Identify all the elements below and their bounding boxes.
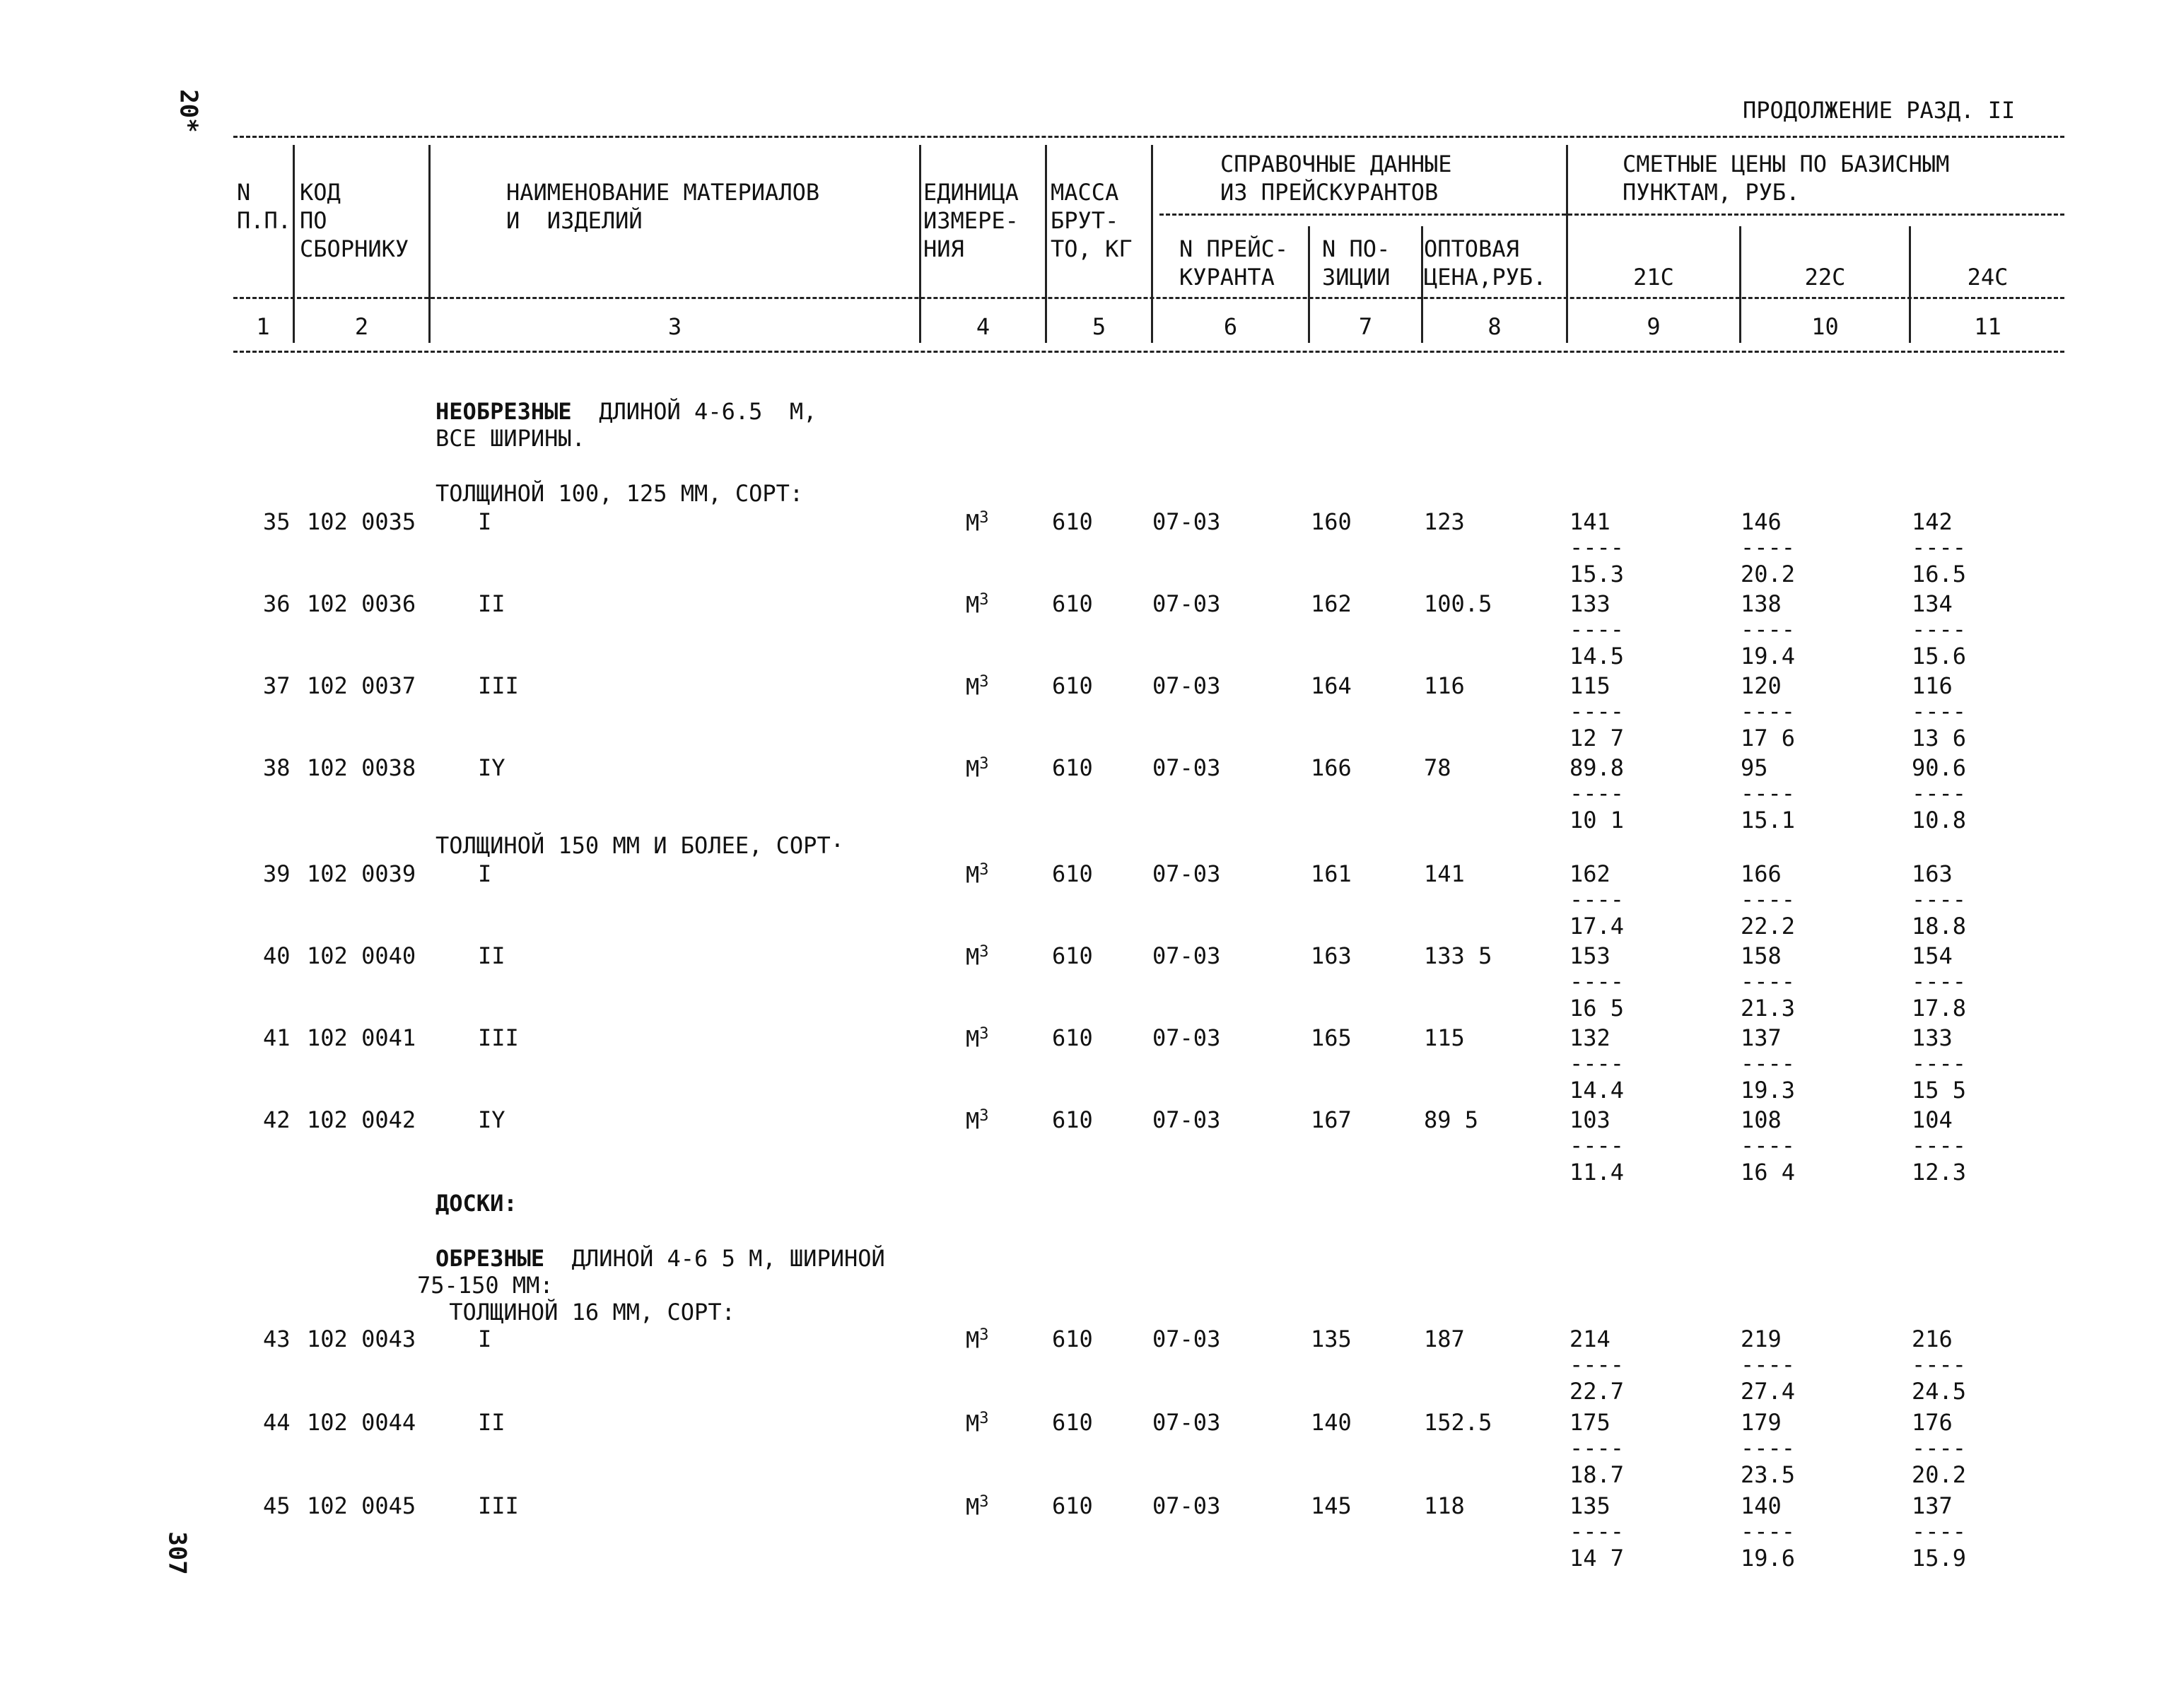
col4-head-line1: ЕДИНИЦА [923, 179, 1019, 206]
row-p22-dash: ---- [1741, 1518, 1796, 1545]
row-price-list: 07-03 [1152, 508, 1221, 535]
row-wholesale: 152.5 [1424, 1409, 1492, 1436]
row-p24-total: 90.6 [1912, 754, 1967, 781]
row-position: 162 [1311, 590, 1352, 617]
row-p21-total: 141 [1569, 508, 1611, 535]
row-position: 165 [1311, 1024, 1352, 1051]
row-unit [966, 862, 989, 887]
col-number: 4 [976, 313, 990, 340]
row-code: 102 0038 [307, 754, 416, 781]
col8-head-line2: ЦЕНА,РУБ. [1424, 264, 1547, 291]
row-number: 43 [263, 1326, 291, 1352]
row-p24-dash: ---- [1912, 1434, 1967, 1461]
row-wholesale: 141 [1424, 860, 1465, 887]
row-p22-dash: ---- [1741, 1132, 1796, 1159]
col-number: 5 [1092, 313, 1106, 340]
row-p24-dash: ---- [1912, 886, 1967, 913]
col-number: 11 [1974, 313, 2001, 340]
row-p24-part: 15.6 [1912, 643, 1967, 669]
row-unit [966, 1109, 989, 1133]
row-p21-part: 14.4 [1569, 1077, 1625, 1104]
row-mass: 610 [1052, 590, 1093, 617]
row-code: 102 0040 [307, 942, 416, 969]
col-number: 6 [1223, 313, 1238, 340]
row-p24-total: 116 [1912, 672, 1953, 699]
row-unit [966, 1328, 989, 1352]
row-code: 102 0044 [307, 1409, 416, 1436]
col-sep [293, 145, 295, 343]
row-price-list: 07-03 [1152, 672, 1221, 699]
row-p22-dash: ---- [1741, 968, 1796, 995]
row-p21-part: 15.3 [1569, 561, 1625, 587]
row-p21-part: 17.4 [1569, 913, 1625, 940]
subsection-edged-text: ДЛИНОЙ 4-6 5 М, ШИРИНОЙ [544, 1245, 885, 1272]
row-number: 41 [263, 1024, 291, 1051]
row-p24-total: 163 [1912, 860, 1953, 887]
subsection-edged-line2: 75-150 ММ: [417, 1272, 554, 1299]
row-wholesale: 100.5 [1424, 590, 1492, 617]
row-p24-part: 20.2 [1912, 1461, 1967, 1488]
row-wholesale: 123 [1424, 508, 1465, 535]
row-p22-dash: ---- [1741, 1434, 1796, 1461]
row-p22-dash: ---- [1741, 616, 1796, 643]
row-p21-total: 162 [1569, 860, 1611, 887]
row-p21-total: 115 [1569, 672, 1611, 699]
col10-head: 22С [1804, 264, 1846, 291]
row-grade: I [478, 1326, 492, 1352]
row-price-list: 07-03 [1152, 942, 1221, 969]
row-p22-total: 219 [1741, 1326, 1782, 1352]
col-number: 7 [1358, 313, 1373, 340]
col2-head-line2: ПО [300, 207, 327, 234]
row-p21-dash: ---- [1569, 968, 1625, 995]
row-mass: 610 [1052, 1106, 1093, 1133]
row-p22-dash: ---- [1741, 886, 1796, 913]
row-p21-dash: ---- [1569, 534, 1625, 561]
col5-head-line3: ТО, КГ [1051, 235, 1133, 262]
row-p21-part: 12 7 [1569, 725, 1625, 751]
row-unit-letter: М [966, 1107, 980, 1135]
row-p21-total: 175 [1569, 1409, 1611, 1436]
row-p22-total: 95 [1741, 754, 1768, 781]
price-group-head-line2: ПУНКТАМ, РУБ. [1623, 179, 1800, 206]
ref-group-head-line1: СПРАВОЧНЫЕ ДАННЫЕ [1220, 151, 1452, 177]
row-unit-sup: 3 [979, 755, 989, 773]
row-wholesale: 78 [1424, 754, 1451, 781]
margin-top-mark: 20* [174, 89, 203, 133]
row-grade: II [478, 942, 505, 969]
row-p22-total: 146 [1741, 508, 1782, 535]
row-mass: 610 [1052, 1024, 1093, 1051]
row-position: 160 [1311, 508, 1352, 535]
row-p22-part: 21.3 [1741, 995, 1796, 1022]
row-p24-total: 134 [1912, 590, 1953, 617]
row-price-list: 07-03 [1152, 1024, 1221, 1051]
row-unit [966, 1411, 989, 1435]
row-p24-dash: ---- [1912, 1351, 1967, 1378]
row-unit-letter: М [966, 1493, 980, 1521]
col7-head-line1: N ПО- [1322, 235, 1391, 262]
row-p24-dash: ---- [1912, 534, 1967, 561]
row-position: 140 [1311, 1409, 1352, 1436]
row-code: 102 0041 [307, 1024, 416, 1051]
col-number: 8 [1487, 313, 1502, 340]
row-number: 35 [263, 508, 291, 535]
row-unit-sup: 3 [979, 1326, 989, 1344]
row-number: 45 [263, 1492, 291, 1519]
row-mass: 610 [1052, 508, 1093, 535]
row-p21-dash: ---- [1569, 698, 1625, 725]
row-p22-part: 19.4 [1741, 643, 1796, 669]
row-p24-total: 137 [1912, 1492, 1953, 1519]
row-p24-dash: ---- [1912, 1518, 1967, 1545]
row-p21-dash: ---- [1569, 1050, 1625, 1077]
row-mass: 610 [1052, 860, 1093, 887]
price-group-head-line1: СМЕТНЫЕ ЦЕНЫ ПО БАЗИСНЫМ [1623, 151, 1950, 177]
row-p22-total: 108 [1741, 1106, 1782, 1133]
row-p24-total: 133 [1912, 1024, 1953, 1051]
col5-head-line1: МАССА [1051, 179, 1119, 206]
row-position: 145 [1311, 1492, 1352, 1519]
col5-head-line2: БРУТ- [1051, 207, 1119, 234]
row-p24-part: 24.5 [1912, 1378, 1967, 1405]
col-number: 3 [667, 313, 682, 340]
col4-head-line2: ИЗМЕРЕ- [923, 207, 1019, 234]
row-unit [966, 1026, 989, 1051]
row-p24-dash: ---- [1912, 1050, 1967, 1077]
col-sep [1566, 145, 1568, 343]
row-unit-sup: 3 [979, 673, 989, 691]
row-p22-dash: ---- [1741, 698, 1796, 725]
row-grade: III [478, 1024, 519, 1051]
row-wholesale: 133 5 [1424, 942, 1492, 969]
row-p21-part: 10 1 [1569, 807, 1625, 833]
row-p22-part: 27.4 [1741, 1378, 1796, 1405]
row-wholesale: 118 [1424, 1492, 1465, 1519]
row-grade: II [478, 1409, 505, 1436]
row-p24-part: 10.8 [1912, 807, 1967, 833]
row-p24-total: 104 [1912, 1106, 1953, 1133]
row-position: 164 [1311, 672, 1352, 699]
header-bottom-rule [233, 351, 2064, 353]
row-unit-sup: 3 [979, 591, 989, 609]
col3-head-line1: НАИМЕНОВАНИЕ МАТЕРИАЛОВ [506, 179, 820, 206]
row-number: 40 [263, 942, 291, 969]
row-number: 39 [263, 860, 291, 887]
row-p24-dash: ---- [1912, 698, 1967, 725]
row-unit-sup: 3 [979, 1025, 989, 1043]
row-unit-letter: М [966, 943, 980, 971]
row-p22-total: 140 [1741, 1492, 1782, 1519]
row-p22-dash: ---- [1741, 780, 1796, 807]
section-heading-line2: ВСЕ ШИРИНЫ. [436, 425, 585, 452]
row-p24-part: 15 5 [1912, 1077, 1967, 1104]
row-unit-letter: М [966, 755, 980, 783]
row-p22-total: 137 [1741, 1024, 1782, 1051]
row-mass: 610 [1052, 754, 1093, 781]
row-unit-letter: М [966, 509, 980, 537]
row-p21-dash: ---- [1569, 1434, 1625, 1461]
row-price-list: 07-03 [1152, 590, 1221, 617]
page-number: 307 [163, 1531, 192, 1575]
subsection-thickness-100-125: ТОЛЩИНОЙ 100, 125 ММ, СОРТ: [436, 480, 804, 507]
row-unit [966, 944, 989, 969]
row-p24-total: 154 [1912, 942, 1953, 969]
row-code: 102 0039 [307, 860, 416, 887]
ref-group-rule [1159, 214, 1566, 216]
row-position: 161 [1311, 860, 1352, 887]
row-p24-part: 15.9 [1912, 1545, 1967, 1572]
subsection-edged-bold: ОБРЕЗНЫЕ [436, 1245, 545, 1272]
row-p21-total: 214 [1569, 1326, 1611, 1352]
row-p24-part: 18.8 [1912, 913, 1967, 940]
row-code: 102 0036 [307, 590, 416, 617]
row-p21-part: 11.4 [1569, 1159, 1625, 1186]
row-p22-total: 179 [1741, 1409, 1782, 1436]
row-p21-total: 133 [1569, 590, 1611, 617]
row-number: 44 [263, 1409, 291, 1436]
row-wholesale: 187 [1424, 1326, 1465, 1352]
row-mass: 610 [1052, 1409, 1093, 1436]
row-number: 36 [263, 590, 291, 617]
row-price-list: 07-03 [1152, 1106, 1221, 1133]
row-code: 102 0035 [307, 508, 416, 535]
row-p22-part: 17 6 [1741, 725, 1796, 751]
row-number: 38 [263, 754, 291, 781]
row-price-list: 07-03 [1152, 1326, 1221, 1352]
row-p21-part: 16 5 [1569, 995, 1625, 1022]
row-p21-total: 153 [1569, 942, 1611, 969]
col8-head-line1: ОПТОВАЯ [1424, 235, 1519, 262]
row-p24-part: 16.5 [1912, 561, 1967, 587]
col6-head-line1: N ПРЕЙС- [1179, 235, 1289, 262]
row-p22-total: 166 [1741, 860, 1782, 887]
row-p22-part: 19.3 [1741, 1077, 1796, 1104]
col-number: 1 [256, 313, 270, 340]
section-heading-boards: ДОСКИ: [436, 1190, 518, 1217]
row-unit-letter: М [966, 1410, 980, 1437]
section-heading-text: ДЛИНОЙ 4-6.5 М, [571, 398, 817, 425]
row-mass: 610 [1052, 672, 1093, 699]
row-position: 135 [1311, 1326, 1352, 1352]
row-p24-part: 13 6 [1912, 725, 1967, 751]
row-unit [966, 509, 989, 537]
row-p21-total: 132 [1569, 1024, 1611, 1051]
col1-head-line2: П.П. [237, 207, 292, 234]
row-p24-total: 216 [1912, 1326, 1953, 1352]
row-p21-part: 14 7 [1569, 1545, 1625, 1572]
row-unit-letter: М [966, 591, 980, 619]
subsection-edged-line3: ТОЛЩИНОЙ 16 ММ, СОРТ: [436, 1299, 735, 1326]
row-p24-dash: ---- [1912, 616, 1967, 643]
col-sep [428, 145, 431, 343]
header-top-rule [233, 136, 2064, 138]
continuation-label: ПРОДОЛЖЕНИЕ РАЗД. II [1743, 97, 2016, 124]
row-unit-sup: 3 [979, 861, 989, 879]
row-p22-dash: ---- [1741, 534, 1796, 561]
col6-head-line2: КУРАНТА [1179, 264, 1275, 291]
row-grade: III [478, 1492, 519, 1519]
row-grade: I [478, 860, 492, 887]
row-unit [966, 673, 989, 701]
row-unit-sup: 3 [979, 1410, 989, 1427]
row-p22-total: 138 [1741, 590, 1782, 617]
col2-head-line1: КОД [300, 179, 341, 206]
row-unit-sup: 3 [979, 1493, 989, 1511]
row-p21-dash: ---- [1569, 780, 1625, 807]
col4-head-line3: НИЯ [923, 235, 964, 262]
price-group-rule [1568, 214, 2064, 216]
row-p22-part: 22.2 [1741, 913, 1796, 940]
row-p21-dash: ---- [1569, 1132, 1625, 1159]
section-heading-unedged [436, 400, 817, 423]
row-p22-part: 23.5 [1741, 1461, 1796, 1488]
row-unit-sup: 3 [979, 509, 989, 527]
col-number: 9 [1647, 313, 1661, 340]
row-p21-total: 89.8 [1569, 754, 1625, 781]
row-p22-part: 16 4 [1741, 1159, 1796, 1186]
row-p21-part: 14.5 [1569, 643, 1625, 669]
row-p24-dash: ---- [1912, 968, 1967, 995]
col3-head-line2: И ИЗДЕЛИЙ [506, 207, 643, 234]
row-p24-total: 176 [1912, 1409, 1953, 1436]
row-p21-total: 103 [1569, 1106, 1611, 1133]
row-grade: IY [478, 1106, 505, 1133]
row-price-list: 07-03 [1152, 1409, 1221, 1436]
row-wholesale: 116 [1424, 672, 1465, 699]
row-grade: IY [478, 754, 505, 781]
row-grade: I [478, 508, 492, 535]
row-p21-total: 135 [1569, 1492, 1611, 1519]
row-p24-part: 12.3 [1912, 1159, 1967, 1186]
row-unit-letter: М [966, 861, 980, 889]
row-p22-part: 19.6 [1741, 1545, 1796, 1572]
row-p21-dash: ---- [1569, 616, 1625, 643]
row-unit-letter: М [966, 1025, 980, 1053]
col2-head-line3: СБОРНИКУ [300, 235, 409, 262]
row-price-list: 07-03 [1152, 1492, 1221, 1519]
row-grade: III [478, 672, 519, 699]
row-wholesale: 115 [1424, 1024, 1465, 1051]
row-mass: 610 [1052, 1492, 1093, 1519]
row-price-list: 07-03 [1152, 860, 1221, 887]
row-p21-dash: ---- [1569, 1518, 1625, 1545]
row-p22-part: 15.1 [1741, 807, 1796, 833]
row-unit [966, 591, 989, 619]
col-number: 2 [354, 313, 369, 340]
col-sep [919, 145, 921, 343]
row-unit-letter: М [966, 1326, 980, 1354]
header-mid-rule [233, 297, 2064, 299]
row-code: 102 0045 [307, 1492, 416, 1519]
row-p21-dash: ---- [1569, 1351, 1625, 1378]
row-p21-dash: ---- [1569, 886, 1625, 913]
row-code: 102 0042 [307, 1106, 416, 1133]
row-p24-part: 17.8 [1912, 995, 1967, 1022]
row-mass: 610 [1052, 942, 1093, 969]
col9-head: 21С [1633, 264, 1674, 291]
row-p22-total: 158 [1741, 942, 1782, 969]
row-code: 102 0043 [307, 1326, 416, 1352]
row-unit-letter: М [966, 673, 980, 701]
row-p21-part: 18.7 [1569, 1461, 1625, 1488]
row-position: 166 [1311, 754, 1352, 781]
row-number: 37 [263, 672, 291, 699]
row-p22-dash: ---- [1741, 1050, 1796, 1077]
ref-group-head-line2: ИЗ ПРЕЙСКУРАНТОВ [1220, 179, 1439, 206]
col-sep [1045, 145, 1047, 343]
subsection-edged [436, 1247, 885, 1270]
section-heading-bold: НЕОБРЕЗНЫЕ [436, 398, 572, 425]
row-position: 167 [1311, 1106, 1352, 1133]
row-grade: II [478, 590, 505, 617]
row-p24-dash: ---- [1912, 1132, 1967, 1159]
col-number: 10 [1811, 313, 1839, 340]
col-sep [1151, 145, 1153, 343]
row-unit-sup: 3 [979, 1107, 989, 1125]
row-position: 163 [1311, 942, 1352, 969]
row-mass: 610 [1052, 1326, 1093, 1352]
row-price-list: 07-03 [1152, 754, 1221, 781]
row-p21-part: 22.7 [1569, 1378, 1625, 1405]
row-p22-total: 120 [1741, 672, 1782, 699]
row-p24-dash: ---- [1912, 780, 1967, 807]
col11-head: 24С [1967, 264, 2009, 291]
col1-head-line1: N [237, 179, 251, 206]
row-p24-total: 142 [1912, 508, 1953, 535]
row-number: 42 [263, 1106, 291, 1133]
row-p22-dash: ---- [1741, 1351, 1796, 1378]
subsection-thickness-150: ТОЛЩИНОЙ 150 ММ И БОЛЕЕ, СОРТ· [436, 832, 844, 859]
row-code: 102 0037 [307, 672, 416, 699]
row-p22-part: 20.2 [1741, 561, 1796, 587]
row-wholesale: 89 5 [1424, 1106, 1479, 1133]
row-unit [966, 1494, 989, 1519]
col7-head-line2: ЗИЦИИ [1322, 264, 1391, 291]
row-unit [966, 755, 989, 783]
row-unit-sup: 3 [979, 943, 989, 961]
